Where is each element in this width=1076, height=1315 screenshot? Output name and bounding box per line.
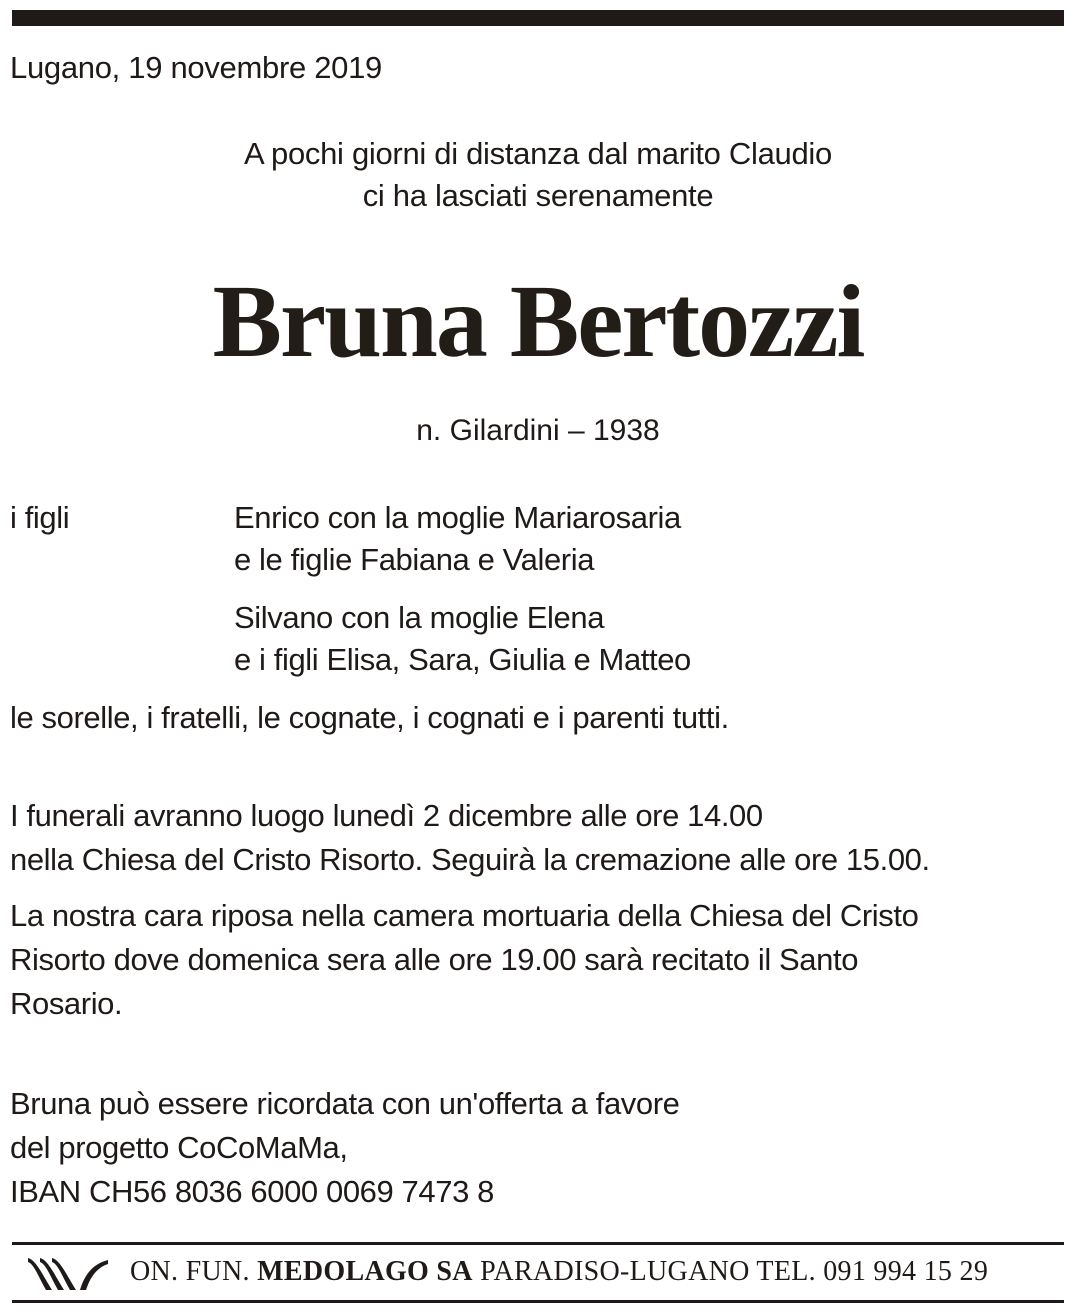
footer-prefix: ON. FUN.: [130, 1256, 250, 1287]
donation-line-1: Bruna può essere ricordata con un'offerta a favore: [10, 1086, 680, 1121]
donation-iban: IBAN CH56 8036 6000 0069 7473 8: [10, 1174, 494, 1209]
funeral-line-1: I funerali avranno luogo lunedì 2 dicembre alle ore 14.00: [10, 798, 763, 833]
children-label: i figli: [10, 500, 70, 535]
donation-line-2: del progetto CoCoMaMa,: [10, 1130, 348, 1165]
funeral-line-2: nella Chiesa del Cristo Risorto. Seguirà la cremazione alle ore 15.00.: [10, 842, 930, 877]
deceased-name: Bruna Bertozzi: [212, 264, 864, 379]
footer-rule-bottom: [12, 1300, 1064, 1303]
child-2-line-2: e i figli Elisa, Sara, Giulia e Matteo: [234, 642, 691, 677]
rest-line-1: La nostra cara riposa nella camera mortuaria della Chiesa del Cristo: [10, 898, 919, 933]
birth-info: n. Gilardini – 1938: [416, 414, 660, 447]
rest-line-3: Rosario.: [10, 986, 123, 1021]
footer: [18, 1250, 1064, 1296]
place-date: Lugano, 19 novembre 2019: [10, 50, 382, 85]
footer-rule-top: [12, 1242, 1064, 1245]
rest-line-2: Risorto dove domenica sera alle ore 19.00 sarà recitato il Santo: [10, 942, 859, 977]
footer-contact: PARADISO-LUGANO TEL. 091 994 15 29: [480, 1256, 989, 1287]
funeral-home-logo-icon: [26, 1256, 110, 1292]
other-mourners: le sorelle, i fratelli, le cognate, i cognati e i parenti tutti.: [10, 700, 729, 735]
child-1-line-2: e le figlie Fabiana e Valeria: [234, 542, 595, 577]
child-1-line-1: Enrico con la moglie Mariarosaria: [234, 500, 681, 535]
top-rule: [12, 10, 1064, 26]
intro-line-2: ci ha lasciati serenamente: [362, 178, 714, 213]
footer-company: MEDOLAGO SA: [257, 1256, 473, 1287]
footer-text: [130, 1256, 988, 1288]
intro-line-1: A pochi giorni di distanza dal marito Claudio: [244, 136, 832, 171]
child-2-line-1: Silvano con la moglie Elena: [234, 600, 605, 635]
